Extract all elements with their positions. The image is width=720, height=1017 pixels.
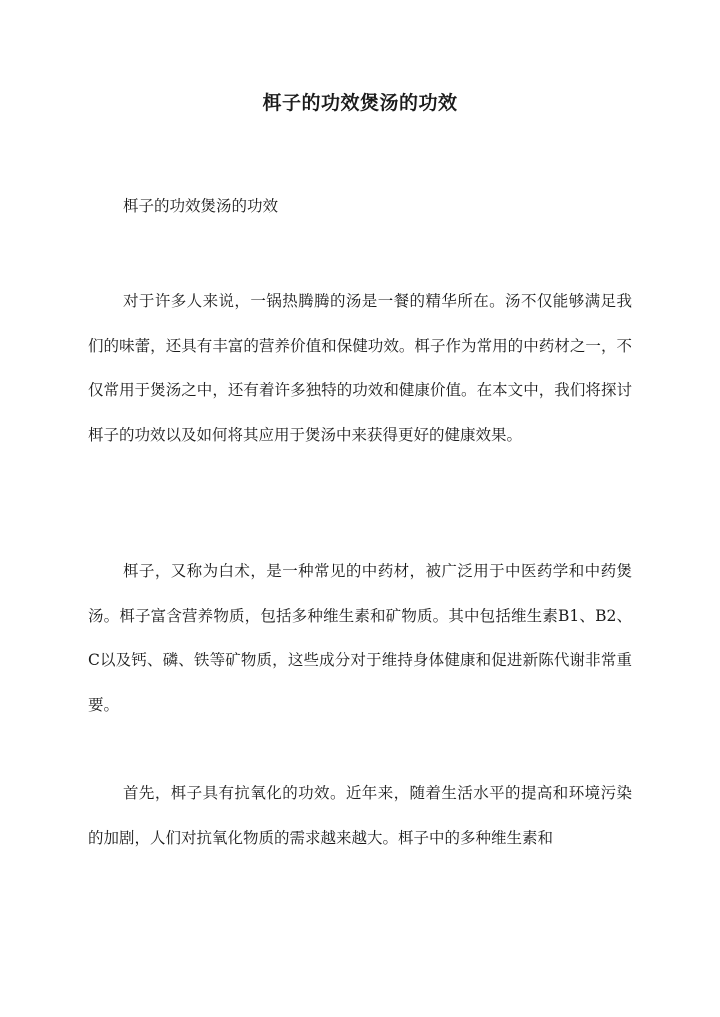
document-subtitle: 栮子的功效煲汤的功效 [123,197,279,215]
paragraph-nutrition: 栮子，又称为白术，是一种常见的中药材，被广泛用于中医药学和中药煲汤。栮子富含营养物质，包括多种维生素和矿物质。其中包括维生素B1、B2、C以及钙、磷、铁等矿物质，这些成分对于维持身体健康和促进新陈代谢非常重要。 [88,562,632,714]
paragraph-intro: 对于许多人来说，一锅热腾腾的汤是一餐的精华所在。汤不仅能够满足我们的味蕾，还具有丰富的营养价值和保健功效。栮子作为常用的中药材之一，不仅常用于煲汤之中，还有着许多独特的功效和健康价值。在本文中，我们将探讨栮子的功效以及如何将其应用于煲汤中来获得更好的健康效果。 [88,292,632,444]
paragraph-antioxidant: 首先，栮子具有抗氧化的功效。近年来，随着生活水平的提高和环境污染的加剧，人们对抗氧化物质的需求越来越大。栮子中的多种维生素和 [88,784,632,847]
document-title: 栮子的功效煲汤的功效 [262,92,458,114]
